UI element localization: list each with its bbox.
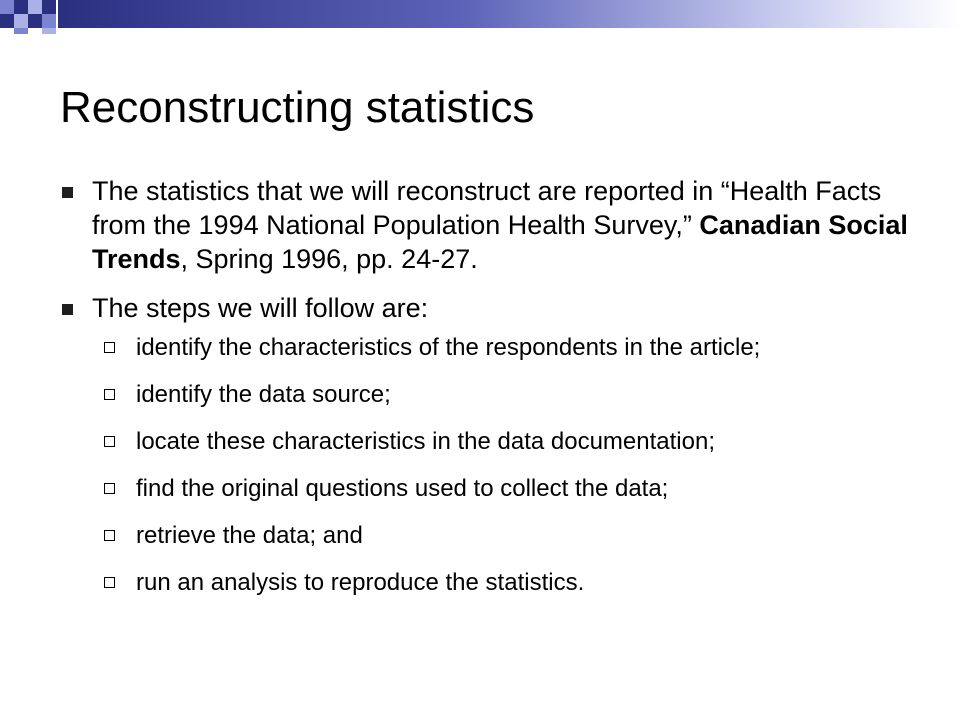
header-square	[0, 14, 14, 28]
header-square	[0, 0, 14, 14]
sub-bullet-list	[92, 333, 922, 598]
header-gradient-bar	[58, 0, 960, 28]
header-square	[42, 0, 56, 14]
header-square	[28, 0, 42, 14]
header-square	[42, 14, 56, 28]
header-square	[14, 14, 28, 28]
sub-bullet-item	[104, 521, 934, 551]
sub-bullet-text: identify the characteristics of the respondents in the article;	[136, 334, 761, 361]
publication-title: Canadian Social Trends	[92, 210, 908, 274]
sub-bullet-item	[104, 568, 934, 598]
header-square	[14, 28, 28, 34]
bullet-text-segment: The statistics that we will reconstruct are reported in “Health Facts from the 1994 National Population Health Survey,”	[92, 176, 882, 240]
hollow-square-bullet-icon	[104, 577, 115, 588]
bullet-text: The steps we will follow are:	[92, 293, 429, 323]
sub-bullet-item	[104, 474, 934, 504]
sub-bullet-text: locate these characteristics in the data documentation;	[136, 428, 715, 455]
bullet-text-segment: , Spring 1996, pp. 24-27.	[180, 244, 478, 274]
hollow-square-bullet-icon	[104, 483, 115, 494]
header-decoration	[0, 0, 960, 34]
bullet-list	[62, 174, 922, 613]
bullet-item	[62, 174, 922, 276]
sub-bullet-text: retrieve the data; and	[136, 522, 363, 549]
slide-title: Reconstructing statistics	[60, 83, 535, 132]
header-square	[28, 14, 42, 28]
square-bullet-icon	[62, 187, 73, 198]
hollow-square-bullet-icon	[104, 389, 115, 400]
header-decoration-graphic	[0, 0, 960, 34]
hollow-square-bullet-icon	[104, 530, 115, 541]
square-bullet-icon	[62, 304, 73, 315]
sub-bullet-text: find the original questions used to collect the data;	[136, 475, 669, 502]
hollow-square-bullet-icon	[104, 342, 115, 353]
header-square	[14, 0, 28, 14]
header-square	[42, 28, 56, 34]
sub-bullet-item	[104, 380, 934, 410]
sub-bullet-text: run an analysis to reproduce the statistics.	[136, 569, 585, 596]
bullet-item	[62, 291, 922, 598]
sub-bullet-item	[104, 427, 934, 457]
sub-bullet-text: identify the data source;	[136, 381, 391, 408]
hollow-square-bullet-icon	[104, 436, 115, 447]
sub-bullet-item	[104, 333, 934, 363]
